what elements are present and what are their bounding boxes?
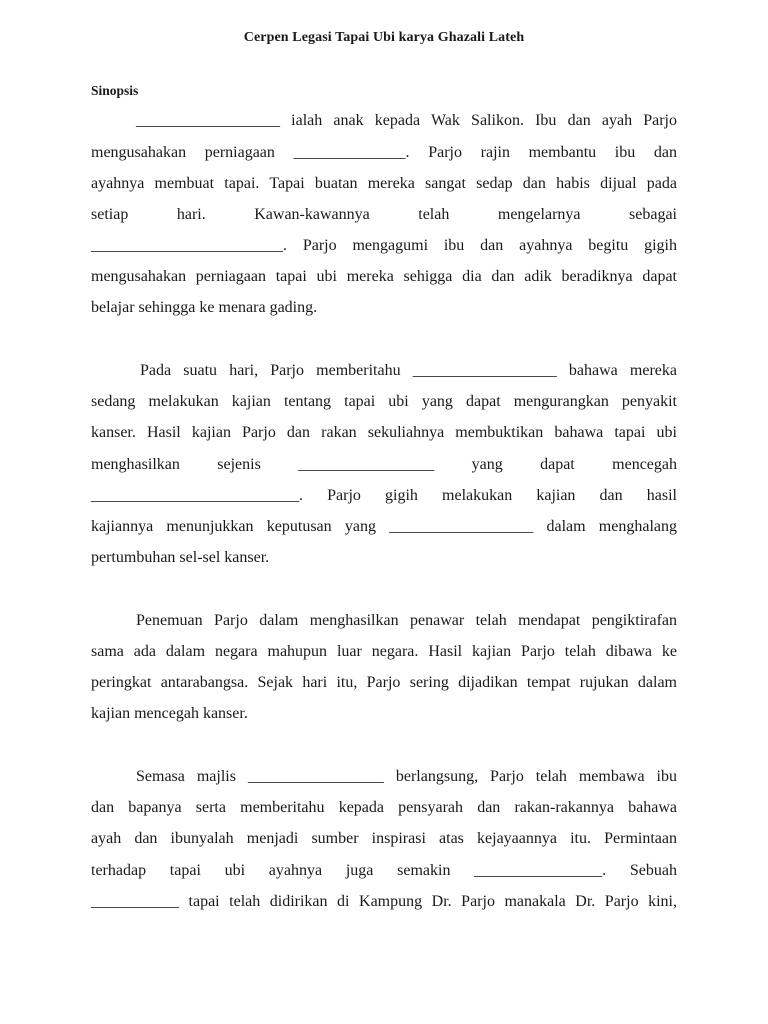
paragraph-line: Penemuan Parjo dalam menghasilkan penawar telah mendapat pengiktirafan bbox=[136, 612, 677, 629]
paragraph-line: __________________________. Parjo gigih melakukan kajian dan hasil bbox=[91, 487, 677, 504]
paragraph-line: mengusahakan perniagaan tapai ubi mereka sehigga dia dan adik beradiknya dapat bbox=[91, 268, 677, 285]
paragraph-line: belajar sehingga ke menara gading. bbox=[91, 299, 318, 316]
paragraph-line: sedang melakukan kajian tentang tapai ubi yang dapat mengurangkan penyakit bbox=[91, 393, 677, 410]
document-title: Cerpen Legasi Tapai Ubi karya Ghazali Lateh bbox=[243, 30, 525, 45]
paragraph-line: Pada suatu hari, Parjo memberitahu __________________ bahawa mereka bbox=[140, 362, 677, 379]
paragraph-line: kajian mencegah kanser. bbox=[91, 705, 248, 722]
paragraph-line: mengusahakan perniagaan ______________. Parjo rajin membantu ibu dan bbox=[91, 144, 677, 161]
paragraph-line: ayahnya membuat tapai. Tapai buatan mereka sangat sedap dan habis dijual pada bbox=[91, 175, 677, 192]
paragraph-line: sama ada dalam negara mahupun luar negara. Hasil kajian Parjo telah dibawa ke bbox=[91, 643, 677, 660]
paragraph-line: Semasa majlis _________________ berlangsung, Parjo telah membawa ibu bbox=[136, 768, 677, 785]
paragraph-line: pertumbuhan sel-sel kanser. bbox=[91, 549, 270, 566]
paragraph-line: __________________ ialah anak kepada Wak Salikon. Ibu dan ayah Parjo bbox=[136, 112, 677, 129]
paragraph-line: dan bapanya serta memberitahu kepada pensyarah dan rakan-rakannya bahawa bbox=[91, 799, 677, 816]
paragraph-line: terhadap tapai ubi ayahnya juga semakin ________________. Sebuah bbox=[91, 862, 677, 879]
paragraph-line: peringkat antarabangsa. Sejak hari itu, Parjo sering dijadikan tempat rujukan dalam bbox=[91, 674, 677, 691]
section-label-sinopsis: Sinopsis bbox=[91, 83, 139, 98]
paragraph-line: setiap hari. Kawan-kawannya telah mengelarnya sebagai bbox=[91, 206, 677, 223]
paragraph-line: menghasilkan sejenis _________________ yang dapat mencegah bbox=[91, 456, 677, 473]
paragraph-line: ayah dan ibunyalah menjadi sumber inspirasi atas kejayaannya itu. Permintaan bbox=[91, 830, 677, 847]
paragraph-line: kanser. Hasil kajian Parjo dan rakan sekuliahnya membuktikan bahawa tapai ubi bbox=[91, 424, 677, 441]
paragraph-line: ________________________. Parjo mengagumi ibu dan ayahnya begitu gigih bbox=[91, 237, 677, 254]
paragraph-line: ___________ tapai telah didirikan di Kampung Dr. Parjo manakala Dr. Parjo kini, bbox=[91, 893, 677, 910]
paragraph-line: kajiannya menunjukkan keputusan yang __________________ dalam menghalang bbox=[91, 518, 677, 535]
